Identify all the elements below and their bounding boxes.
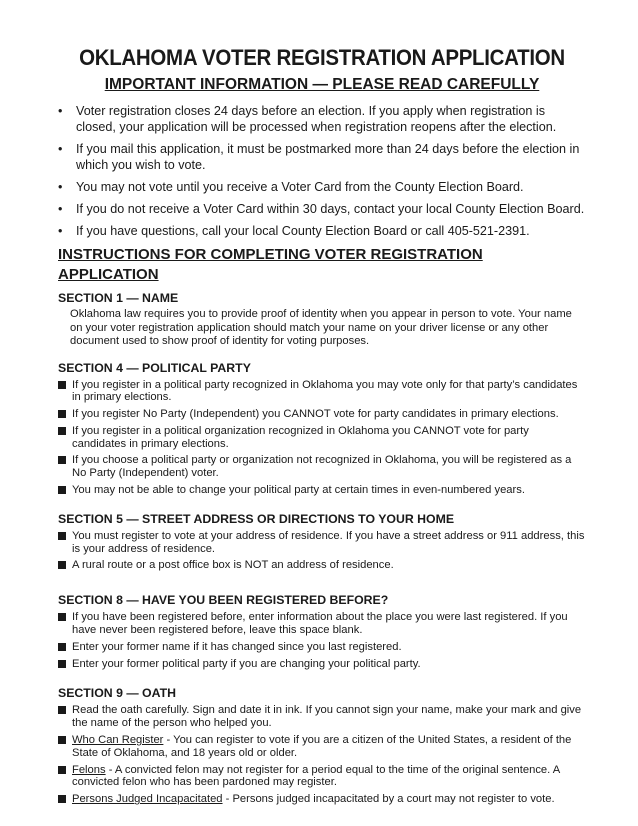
important-info-list — [58, 103, 586, 239]
list-item — [58, 530, 586, 556]
section-5-heading: SECTION 5 — STREET ADDRESS OR DIRECTIONS TO YOUR HOME — [58, 511, 455, 526]
list-item — [58, 764, 586, 790]
who-can-register-label: Who Can Register — [72, 734, 164, 747]
square-bullet-icon — [58, 766, 66, 774]
felons-label: Felons — [72, 763, 106, 776]
list-item — [58, 454, 586, 480]
list-item-text: You may not vote until you receive a Voter Card from the County Election Board. — [76, 180, 524, 194]
square-bullet-icon — [58, 613, 66, 621]
list-item — [58, 658, 586, 671]
list-item-text: If you do not receive a Voter Card within 30 days, contact your local County Election Board. — [76, 202, 585, 216]
section-9-heading: SECTION 9 — OATH — [58, 686, 176, 701]
section-5 — [58, 512, 586, 572]
list-item-text: - You can register to vote if you are a citizen of the United States, a resident of the State of Oklahoma, and 18 years old or older. — [72, 734, 572, 759]
list-item — [58, 641, 586, 654]
square-bullet-icon — [58, 532, 66, 540]
list-item-text: - A convicted felon may not register for a period equal to the time of the original sentence. A convicted felon who has been pardoned may register. — [72, 763, 560, 789]
square-bullet-icon — [58, 410, 66, 418]
square-bullet-icon — [58, 643, 66, 651]
list-item — [58, 201, 586, 217]
list-item — [58, 379, 586, 405]
list-item-text: If you mail this application, it must be postmarked more than 24 days before the election in which you wish to vote. — [76, 142, 580, 172]
section-8 — [58, 593, 586, 670]
list-item-text: Read the oath carefully. Sign and date it in ink. If you cannot sign your name, make your mark and give the name of the person who helped you. — [72, 704, 582, 730]
page-title: OKLAHOMA VOTER REGISTRATION APPLICATION — [79, 45, 565, 70]
bullet-icon: • — [58, 104, 63, 118]
list-item-text: Voter registration closes 24 days before an election. If you apply when registration is closed, your application will be processed when registration reopens after the election. — [76, 104, 557, 134]
list-item-text: Enter your former political party if you are changing your political party. — [72, 657, 421, 670]
bullet-icon: • — [58, 202, 63, 216]
list-item — [58, 734, 586, 760]
square-bullet-icon — [58, 486, 66, 494]
list-item — [58, 179, 586, 195]
bullet-icon: • — [58, 142, 63, 156]
list-item — [58, 704, 586, 730]
list-item — [58, 141, 586, 173]
section-4-heading: SECTION 4 — POLITICAL PARTY — [58, 360, 251, 375]
section-1 — [58, 291, 586, 349]
list-item — [58, 484, 586, 497]
list-item — [58, 223, 586, 239]
list-item-text: If you choose a political party or organization not recognized in Oklahoma, you will be registered as a No Party (Independent) voter. — [72, 454, 572, 480]
list-item-text: Enter your former name if it has changed since you last registered. — [72, 640, 402, 653]
square-bullet-icon — [58, 736, 66, 744]
list-item-text: You may not be able to change your political party at certain times in even-numbered years. — [72, 484, 525, 497]
list-item — [58, 103, 586, 135]
square-bullet-icon — [58, 795, 66, 803]
list-item — [58, 559, 586, 572]
list-item — [58, 793, 586, 806]
section-8-heading: SECTION 8 — HAVE YOU BEEN REGISTERED BEFORE? — [58, 593, 389, 608]
section-4 — [58, 361, 586, 497]
square-bullet-icon — [58, 706, 66, 714]
list-item-text: You must register to vote at your address of residence. If you have a street address or 911 address, this is your address of residence. — [72, 529, 585, 555]
section-8-list — [58, 611, 586, 670]
section-1-heading: SECTION 1 — NAME — [58, 291, 179, 305]
list-item-text: If you have been registered before, enter information about the place you were last registered. If you have never been registered before, leave this space blank. — [72, 611, 568, 637]
important-info-heading: IMPORTANT INFORMATION — PLEASE READ CAREFULLY — [104, 76, 540, 93]
bullet-icon: • — [58, 180, 63, 194]
persons-judged-incapacitated-label: Persons Judged Incapacitated — [72, 793, 223, 806]
list-item-text: If you register in a political party recognized in Oklahoma you may vote only for that party’s candidates in primary elections. — [72, 378, 578, 404]
list-item-text: If you register No Party (Independent) you CANNOT vote for party candidates in primary elections. — [72, 408, 559, 421]
list-item-text: A rural route or a post office box is NOT an address of residence. — [72, 559, 394, 572]
list-item-text: If you register in a political organization recognized in Oklahoma you CANNOT vote for party candidates in primary elections. — [72, 424, 529, 450]
instructions-heading: INSTRUCTIONS FOR COMPLETING VOTER REGISTRATION APPLICATION — [58, 246, 483, 283]
square-bullet-icon — [58, 456, 66, 464]
list-item — [58, 425, 586, 451]
list-item — [58, 408, 586, 421]
section-5-list — [58, 530, 586, 572]
square-bullet-icon — [58, 561, 66, 569]
section-9 — [58, 686, 586, 806]
square-bullet-icon — [58, 381, 66, 389]
square-bullet-icon — [58, 660, 66, 668]
bullet-icon: • — [58, 224, 63, 238]
section-1-text: Oklahoma law requires you to provide proof of identity when you appear in person to vote. Your name on your voter registration application should match your name on your driver license or any other document used to show proof of identity for voting purposes. — [70, 308, 572, 347]
section-4-list — [58, 379, 586, 497]
list-item — [58, 611, 586, 637]
list-item-text: If you have questions, call your local County Election Board or call 405-521-2391. — [76, 224, 530, 238]
section-9-list — [58, 704, 586, 806]
square-bullet-icon — [58, 427, 66, 435]
list-item-text: - Persons judged incapacitated by a court may not register to vote. — [222, 793, 555, 806]
